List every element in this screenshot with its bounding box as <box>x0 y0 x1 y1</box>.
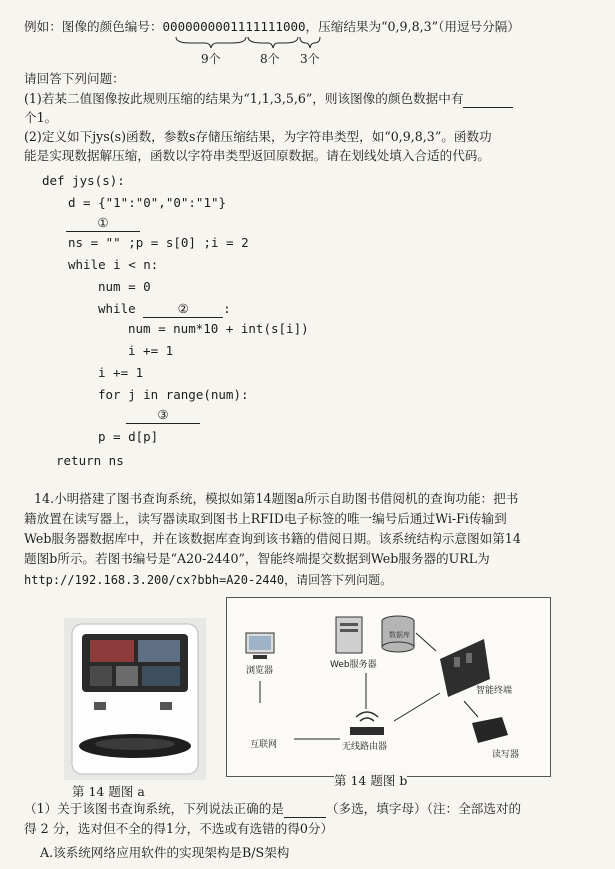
q14-line4: 题图b所示。若图书编号是“A20-2440”，智能终端提交数据到Web服务器的URL为 <box>24 551 490 566</box>
kiosk-slot-right <box>160 702 172 710</box>
label-browser: 浏览器 <box>246 666 274 676</box>
code-num-accum: num = num*10 + int(s[i]) <box>128 321 309 336</box>
q14-line5 <box>24 571 392 589</box>
q14-1-answer-blank <box>284 800 326 818</box>
q1-line1 <box>24 90 513 108</box>
system-diagram <box>226 597 551 777</box>
blank-2-label: ② <box>143 300 223 318</box>
q14-1-text-b: （多选，填字母）（注：全部选对的 <box>325 801 522 816</box>
code-inner-incr: i += 1 <box>128 343 174 358</box>
q14-url-sentence: http://192.168.3.200/cx?bbh=A20-2440，请回答下列问题。 <box>24 573 393 587</box>
label-smart-terminal: 智能终端 <box>476 686 513 696</box>
code-num-init: num = 0 <box>98 279 151 294</box>
brace-last <box>300 37 320 48</box>
brace-label-9: 9个 <box>201 52 221 66</box>
brace-ones <box>248 37 298 48</box>
inner-while-colon: : <box>223 301 231 316</box>
code-for-loop: for j in range(num): <box>98 387 249 402</box>
web-server-icon <box>336 617 362 653</box>
label-reader: 读写器 <box>492 750 520 760</box>
q14-1-line2: 得 2 分，选对但不全的得1分，不选或有选错的得0分） <box>24 821 334 836</box>
label-web-server: Web服务器 <box>330 660 377 670</box>
blank-3-label: ③ <box>126 406 200 424</box>
q14-line2: 籍放置在读写器上，读写器读取到图书上RFID电子标签的唯一编号后通过Wi-Fi传输到 <box>24 511 507 526</box>
example-prefix: 例如：图像的颜色编号： <box>24 19 163 34</box>
code-outer-while: while i < n: <box>68 257 159 272</box>
figure-a-caption: 第 14 题图 a <box>72 784 145 799</box>
q1-line2: 个1。 <box>24 110 58 125</box>
code-return: return ns <box>56 453 124 468</box>
code-dict: d = {"1":"0","0":"1"} <box>68 195 227 210</box>
q14-line3: Web服务器数据库中，并在该数据库查询到该书籍的借阅日期。该系统结构示意图如第14 <box>24 531 521 546</box>
q2-line2: 能是实现数据解压缩，函数以字符串类型返回原数据。请在划线处填入合适的代码。 <box>24 148 490 163</box>
code-blank-1 <box>66 214 140 232</box>
code-def: def jys(s): <box>42 173 125 188</box>
figure-a <box>64 618 206 799</box>
blank-1-label: ① <box>66 214 140 232</box>
label-internet: 互联网 <box>250 740 278 750</box>
q14-line1: 14.小明搭建了图书查询系统，模拟如第14题图a所示自助图书借阅机的查询功能：把书 <box>34 491 519 506</box>
q14-1-line1 <box>24 800 521 818</box>
kiosk-slot-left <box>94 702 106 710</box>
database-icon <box>382 616 414 652</box>
brace-label-8: 8个 <box>260 52 280 66</box>
code-outer-incr: i += 1 <box>98 365 144 380</box>
q14-1-text: （1）关于该图书查询系统，下列说法正确的是 <box>24 801 284 816</box>
figure-b-caption: 第 14 题图 b <box>334 773 408 788</box>
question-intro: 请回答下列问题： <box>24 71 125 86</box>
inner-while-keyword: while <box>98 301 136 316</box>
label-database: 数据库 <box>389 631 410 639</box>
q14-1-option-a: A.该系统网络应用软件的实现架构是B/S架构 <box>40 845 290 860</box>
label-router: 无线路由器 <box>342 742 388 752</box>
kiosk-photo <box>64 618 206 780</box>
q1-answer-blank <box>463 90 513 108</box>
code-toggle: p = d[p] <box>98 429 159 444</box>
example-bits: 0000000001111111000 <box>162 19 306 34</box>
q1-text: (1)若某二值图像按此规则压缩的结果为“1,1,3,5,6”，则该图像的颜色数据中有 <box>24 91 464 106</box>
example-suffix: ，压缩结果为“0,9,8,3”（用逗号分隔） <box>305 19 520 34</box>
brace-label-3: 3个 <box>300 52 320 66</box>
q2-line1: (2)定义如下jys(s)函数，参数s存储压缩结果，为字符串类型，如“0,9,8,3”。函数功 <box>24 129 492 144</box>
brace-zeros <box>176 37 246 48</box>
figure-b <box>226 597 551 788</box>
code-init: ns = "" ;p = s[0] ;i = 2 <box>68 235 249 250</box>
code-inner-while <box>98 300 231 318</box>
code-blank-3 <box>126 406 200 424</box>
